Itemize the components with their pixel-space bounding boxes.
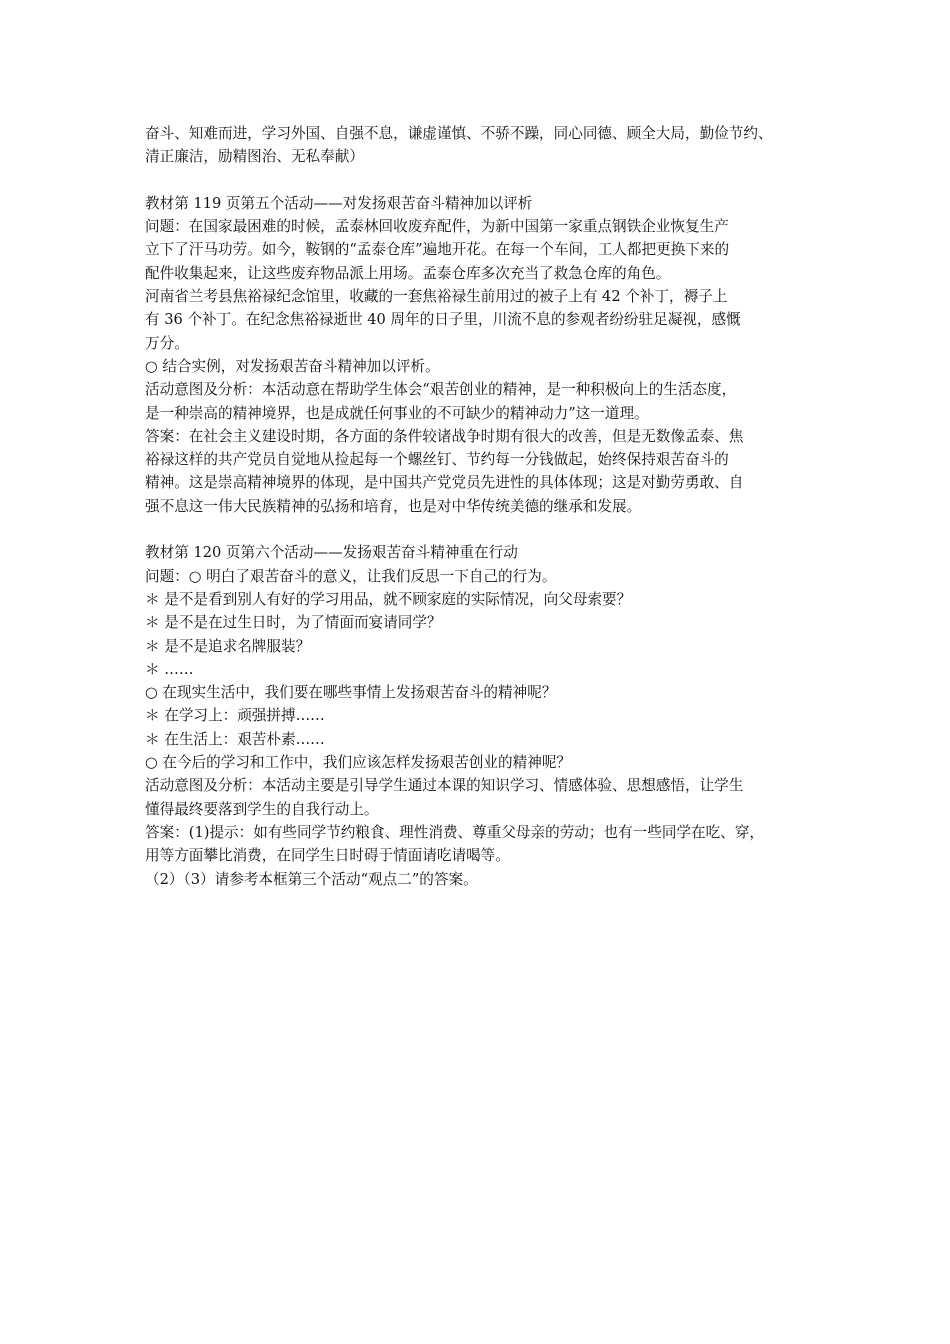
activity5-line: 裕禄这样的共产党员自觉地从捡起每一个螺丝钉、节约每一分钱做起，始终保持艰苦奋斗的 xyxy=(145,451,729,469)
activity5-line: 问题：在国家最困难的时候，孟泰林回收废弃配件，为新中国第一家重点钢铁企业恢复生产 xyxy=(145,218,729,236)
activity5-line: 河南省兰考县焦裕禄纪念馆里，收藏的一套焦裕禄生前用过的被子上有 42 个补丁，褥子上 xyxy=(145,288,728,306)
activity5-line: 万分。 xyxy=(145,334,189,352)
activity6-line: 懂得最终要落到学生的自我行动上。 xyxy=(145,800,379,818)
activity5-line: ○ 结合实例，对发扬艰苦奋斗精神加以评析。 xyxy=(145,357,440,375)
activity5-line: 活动意图及分析：本活动意在帮助学生体会“艰苦创业的精神，是一种积极向上的生活态度， xyxy=(145,381,737,399)
activity6-line: ＊ 是不是在过生日时，为了情面而宴请同学？ xyxy=(145,614,442,632)
activity5-line: 精神。这是崇高精神境界的体现，是中国共产党党员先进性的具体体现；这是对勤劳勇敢、自 xyxy=(145,474,744,492)
activity5-line: 是一种崇高的精神境界，也是成就任何事业的不可缺少的精神动力”这一道理。 xyxy=(145,404,649,422)
activity5-line: 强不息这一伟大民族精神的弘扬和培育，也是对中华传统美德的继承和发展。 xyxy=(145,497,642,515)
spacer xyxy=(145,518,813,541)
activity6-line: ＊ 在学习上：顽强拼搏…… xyxy=(145,707,325,725)
activity6-line: ＊ 是不是追求名牌服装？ xyxy=(145,637,311,655)
activity5-heading: 教材第 119 页第五个活动——对发扬艰苦奋斗精神加以评析 xyxy=(145,194,533,212)
activity6-heading: 教材第 120 页第六个活动——发扬艰苦奋斗精神重在行动 xyxy=(145,544,518,562)
activity6-line: （2）（3）请参考本框第三个活动“观点二”的答案。 xyxy=(145,870,478,888)
document-page xyxy=(145,122,813,891)
intro-line: 奋斗、知难而进，学习外国、自强不息，谦虚谨慎、不骄不躁，同心同德、顾全大局，勤俭节约、 xyxy=(145,125,773,142)
activity6-line: ＊ 是不是看到别人有好的学习用品，就不顾家庭的实际情况，向父母索要？ xyxy=(145,590,632,608)
activity5-line: 答案：在社会主义建设时期，各方面的条件较诸战争时期有很大的改善，但是无数像孟泰、焦 xyxy=(145,427,744,445)
activity6-line: ○ 在今后的学习和工作中，我们应该怎样发扬艰苦创业的精神呢？ xyxy=(145,754,572,772)
intro-line: 清正廉洁，励精图治、无私奉献） xyxy=(145,148,364,166)
activity5-line: 立下了汗马功劳。如今，鞍钢的“孟泰仓库”遍地开花。在每一个车间，工人都把更换下来的 xyxy=(145,241,730,259)
activity5-line: 配件收集起来，让这些废弃物品派上用场。孟泰仓库多次充当了救急仓库的角色。 xyxy=(145,264,671,282)
activity6-line: 用等方面攀比消费，在同学生日时碍于情面请吃请喝等。 xyxy=(145,847,510,865)
activity6-line: ＊ 在生活上：艰苦朴素…… xyxy=(145,730,325,748)
activity5-line: 有 36 个补丁。在纪念焦裕禄逝世 40 周年的日子里，川流不息的参观者纷纷驻足凝视，感慨 xyxy=(145,311,741,329)
spacer xyxy=(145,169,813,192)
activity6-line: 答案：(1)提示：如有些同学节约粮食、理性消费、尊重父母亲的劳动；也有一些同学在吃、穿， xyxy=(145,823,765,841)
activity6-line: ＊ …… xyxy=(145,660,194,678)
activity6-line: 活动意图及分析：本活动主要是引导学生通过本课的知识学习、情感体验、思想感悟，让学生 xyxy=(145,777,744,795)
activity6-line: ○ 在现实生活中，我们要在哪些事情上发扬艰苦奋斗的精神呢？ xyxy=(145,684,557,702)
activity6-line: 问题：○ 明白了艰苦奋斗的意义，让我们反思一下自己的行为。 xyxy=(145,567,557,585)
